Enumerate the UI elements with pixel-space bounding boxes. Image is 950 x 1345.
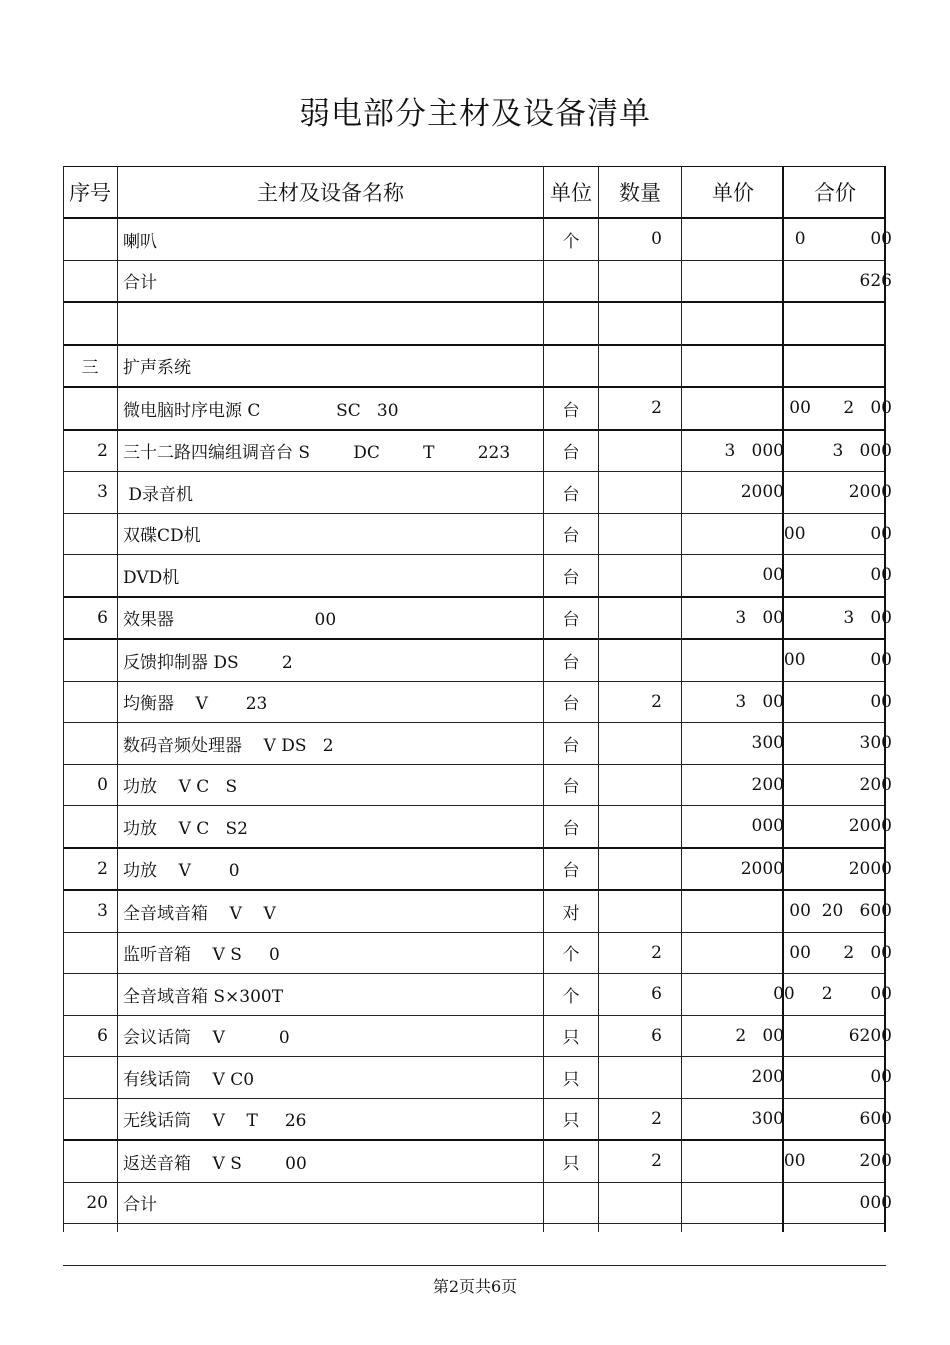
- table-divider: [117, 166, 118, 1232]
- row-unit-price: [682, 303, 784, 344]
- row-index: [63, 682, 117, 723]
- row-unit-price: 000: [751, 816, 784, 837]
- row-total-price: 00 00: [783, 650, 892, 671]
- table-border-left: [63, 166, 64, 1232]
- row-quantity: 2: [651, 691, 662, 712]
- row-unit: 个: [562, 986, 580, 1007]
- row-quantity: 2: [651, 1151, 662, 1172]
- row-unit: 台: [562, 484, 580, 505]
- row-unit-price: 3 00: [735, 607, 784, 628]
- row-index: [63, 640, 117, 681]
- row-unit-price: [682, 891, 784, 932]
- row-total-price: 00: [870, 565, 892, 586]
- table-divider: [598, 166, 599, 1232]
- page-title: 弱电部分主材及设备清单: [299, 96, 651, 132]
- row-unit-price: 200: [751, 1067, 784, 1088]
- row-name: 微电脑时序电源 C SC 30: [123, 400, 399, 421]
- row-name: 均衡器 V 23: [123, 694, 268, 715]
- row-index: 三: [81, 358, 99, 379]
- row-index: [63, 933, 117, 974]
- table-header-row: [63, 166, 886, 219]
- table-row: [63, 806, 892, 849]
- row-unit-price: 3 000: [724, 440, 784, 461]
- row-quantity: 2: [651, 942, 662, 963]
- row-index: [63, 1057, 117, 1098]
- row-total-price: 00 200: [783, 1151, 892, 1172]
- row-total-price: [784, 346, 904, 387]
- row-unit-price: [682, 514, 784, 555]
- header-index: 序号: [69, 181, 111, 205]
- row-unit: 只: [562, 1069, 580, 1090]
- row-unit: [544, 261, 598, 302]
- header-quantity: 数量: [619, 181, 661, 205]
- row-quantity: [598, 261, 682, 302]
- row-name: D录音机: [123, 484, 194, 505]
- row-unit: 台: [562, 610, 580, 631]
- row-unit: 台: [562, 652, 580, 673]
- row-unit-price: [682, 933, 784, 974]
- row-quantity: [598, 723, 682, 764]
- table-divider: [782, 166, 784, 1232]
- table-divider: [681, 166, 682, 1232]
- row-unit-price: [682, 640, 784, 681]
- row-name: 监听音箱 V S 0: [123, 945, 280, 966]
- row-unit: 台: [562, 818, 580, 839]
- row-quantity: [598, 598, 682, 639]
- row-index: 20: [86, 1192, 108, 1213]
- header-unit: 单位: [550, 181, 592, 205]
- row-name: 无线话筒 V T 26: [123, 1111, 307, 1132]
- row-index: [63, 219, 117, 260]
- row-quantity: [598, 640, 682, 681]
- table-divider: [543, 166, 544, 1232]
- row-unit: [544, 1183, 598, 1224]
- row-index: [63, 1224, 117, 1265]
- row-total-price: 00 2 00: [789, 942, 892, 963]
- row-index: [63, 974, 117, 1015]
- row-name: 反馈抑制器 DS 2: [123, 652, 293, 673]
- row-total-price: 3 000: [832, 440, 892, 461]
- row-index: 6: [97, 1025, 108, 1046]
- table-row: [63, 974, 892, 1016]
- row-name: 双碟CD机: [123, 526, 201, 547]
- table-row: [63, 219, 892, 261]
- row-unit-price: 300: [751, 733, 784, 754]
- row-unit-price: [682, 1141, 784, 1182]
- row-unit: 个: [562, 231, 580, 252]
- table-row: [63, 1183, 892, 1225]
- row-name: 会议话筒 V 0: [123, 1028, 290, 1049]
- table-row: [63, 1141, 892, 1183]
- table-row: [63, 346, 886, 389]
- row-unit: 台: [562, 526, 580, 547]
- row-unit: 台: [562, 400, 580, 421]
- row-quantity: [598, 1183, 682, 1224]
- row-unit: 台: [562, 694, 580, 715]
- row-quantity: [598, 555, 682, 596]
- row-quantity: [598, 472, 682, 513]
- row-unit-price: 300: [751, 1108, 784, 1129]
- table-row: [63, 555, 892, 598]
- table-row: [63, 431, 892, 473]
- row-index: [63, 806, 117, 847]
- row-total-price: 200: [859, 774, 892, 795]
- row-quantity: [598, 514, 682, 555]
- table-border-right: [884, 166, 886, 1232]
- row-unit: 台: [562, 777, 580, 798]
- row-total-price: 6200: [848, 1025, 892, 1046]
- row-quantity: [598, 765, 682, 806]
- row-name: 功放 V C S2: [123, 818, 248, 839]
- row-index: [63, 388, 117, 429]
- table-row: [63, 640, 892, 682]
- row-total-price: 600: [859, 1108, 892, 1129]
- row-unit: 对: [562, 903, 580, 924]
- row-quantity: [598, 1057, 682, 1098]
- row-name: 功放 V 0: [123, 861, 240, 882]
- row-total-price: 2000: [848, 816, 892, 837]
- table-row: [63, 514, 892, 556]
- row-unit: 台: [562, 861, 580, 882]
- page-footer: 第2页共6页: [432, 1277, 518, 1296]
- row-unit: 台: [562, 567, 580, 588]
- row-name: 数码音频处理器 V DS 2: [123, 735, 334, 756]
- row-unit: 只: [562, 1111, 580, 1132]
- table-row: [63, 388, 892, 431]
- row-total-price: 00: [870, 1067, 892, 1088]
- row-total-price: [784, 1224, 904, 1265]
- row-quantity: 2: [651, 398, 662, 419]
- header-total-price: 合价: [814, 181, 856, 205]
- row-unit-price: [682, 974, 784, 1015]
- row-index: [63, 1141, 117, 1182]
- row-unit-price: 00: [762, 565, 784, 586]
- row-unit: 只: [562, 1153, 580, 1174]
- row-unit: [544, 303, 598, 344]
- row-total-price: 00 20 600: [789, 901, 892, 922]
- table-row: [63, 682, 892, 724]
- row-name: 扩声系统: [123, 358, 191, 379]
- row-quantity: 0: [651, 229, 662, 250]
- table-row: [63, 891, 892, 933]
- table-row: [63, 933, 892, 975]
- table-row: [63, 303, 886, 346]
- row-quantity: [598, 1224, 682, 1265]
- row-unit: 只: [562, 1028, 580, 1049]
- row-name: DVD机: [123, 567, 180, 588]
- row-total-price: [784, 303, 904, 344]
- table-row: [63, 598, 892, 641]
- table-row: [63, 1057, 892, 1099]
- table-row: [63, 723, 892, 765]
- table-row: [63, 1016, 892, 1058]
- row-total-price: 2000: [848, 858, 892, 879]
- row-unit: 台: [562, 443, 580, 464]
- row-name: 三十二路四编组调音台 S DC T 223: [123, 443, 511, 464]
- row-unit: [544, 346, 598, 387]
- row-name: 喇叭: [123, 231, 157, 252]
- table-row: [63, 1224, 886, 1266]
- table-row: [63, 849, 892, 892]
- header-unit-price: 单价: [712, 181, 754, 205]
- row-name: 效果器 00: [123, 610, 337, 631]
- row-quantity: 6: [651, 984, 662, 1005]
- row-index: [63, 555, 117, 596]
- header-name: 主材及设备名称: [257, 181, 404, 205]
- row-name: 合计: [123, 1195, 157, 1216]
- row-quantity: 2: [651, 1108, 662, 1129]
- row-total-price: 3 00: [843, 607, 892, 628]
- row-total-price: 00 2 00: [789, 398, 892, 419]
- table-row: [63, 472, 892, 514]
- row-unit-price: [682, 388, 784, 429]
- row-quantity: [598, 849, 682, 890]
- row-name: [123, 1224, 543, 1265]
- row-unit-price: [682, 346, 784, 387]
- row-total-price: 000: [859, 1192, 892, 1213]
- row-name: 功放 V C S: [123, 777, 238, 798]
- row-unit: [544, 1224, 598, 1265]
- row-index: [63, 303, 117, 344]
- row-index: 2: [97, 440, 108, 461]
- row-unit-price: 2 00: [735, 1025, 784, 1046]
- row-total-price: 626: [859, 270, 892, 291]
- row-index: [63, 514, 117, 555]
- row-quantity: [598, 431, 682, 472]
- row-total-price: 2000: [848, 482, 892, 503]
- row-name: 返送音箱 V S 00: [123, 1153, 307, 1174]
- row-index: 2: [97, 858, 108, 879]
- row-quantity: [598, 346, 682, 387]
- row-index: 6: [97, 607, 108, 628]
- row-name: 全音域音箱 V V: [123, 903, 276, 924]
- row-index: [63, 1099, 117, 1140]
- row-unit-price: 2000: [740, 858, 784, 879]
- row-quantity: [598, 806, 682, 847]
- row-index: 3: [97, 482, 108, 503]
- row-name: 有线话筒 V C0: [123, 1069, 255, 1090]
- row-unit-price: [682, 261, 784, 302]
- row-unit-price: [682, 219, 784, 260]
- row-index: 3: [97, 901, 108, 922]
- row-name: 全音域音箱 S×300T: [123, 986, 284, 1007]
- row-total-price: 00: [870, 691, 892, 712]
- row-quantity: [598, 891, 682, 932]
- row-unit: 台: [562, 735, 580, 756]
- row-unit-price: 200: [751, 774, 784, 795]
- row-index: [63, 723, 117, 764]
- row-unit-price: [682, 1224, 784, 1265]
- table-row: [63, 261, 892, 304]
- row-index: 0: [97, 774, 108, 795]
- row-quantity: 6: [651, 1025, 662, 1046]
- table-row: [63, 765, 892, 807]
- row-unit-price: [682, 1183, 784, 1224]
- row-total-price: 00 2 00: [773, 984, 892, 1005]
- row-unit: 个: [562, 945, 580, 966]
- row-total-price: 300: [859, 733, 892, 754]
- row-index: [63, 261, 117, 302]
- row-unit-price: 2000: [740, 482, 784, 503]
- table-row: [63, 1099, 892, 1142]
- row-name: [123, 303, 543, 344]
- row-total-price: 00 00: [783, 523, 892, 544]
- row-unit-price: 3 00: [735, 691, 784, 712]
- row-quantity: [598, 303, 682, 344]
- equipment-table: [63, 166, 892, 1266]
- row-total-price: 0 00: [794, 229, 892, 250]
- row-name: 合计: [123, 273, 157, 294]
